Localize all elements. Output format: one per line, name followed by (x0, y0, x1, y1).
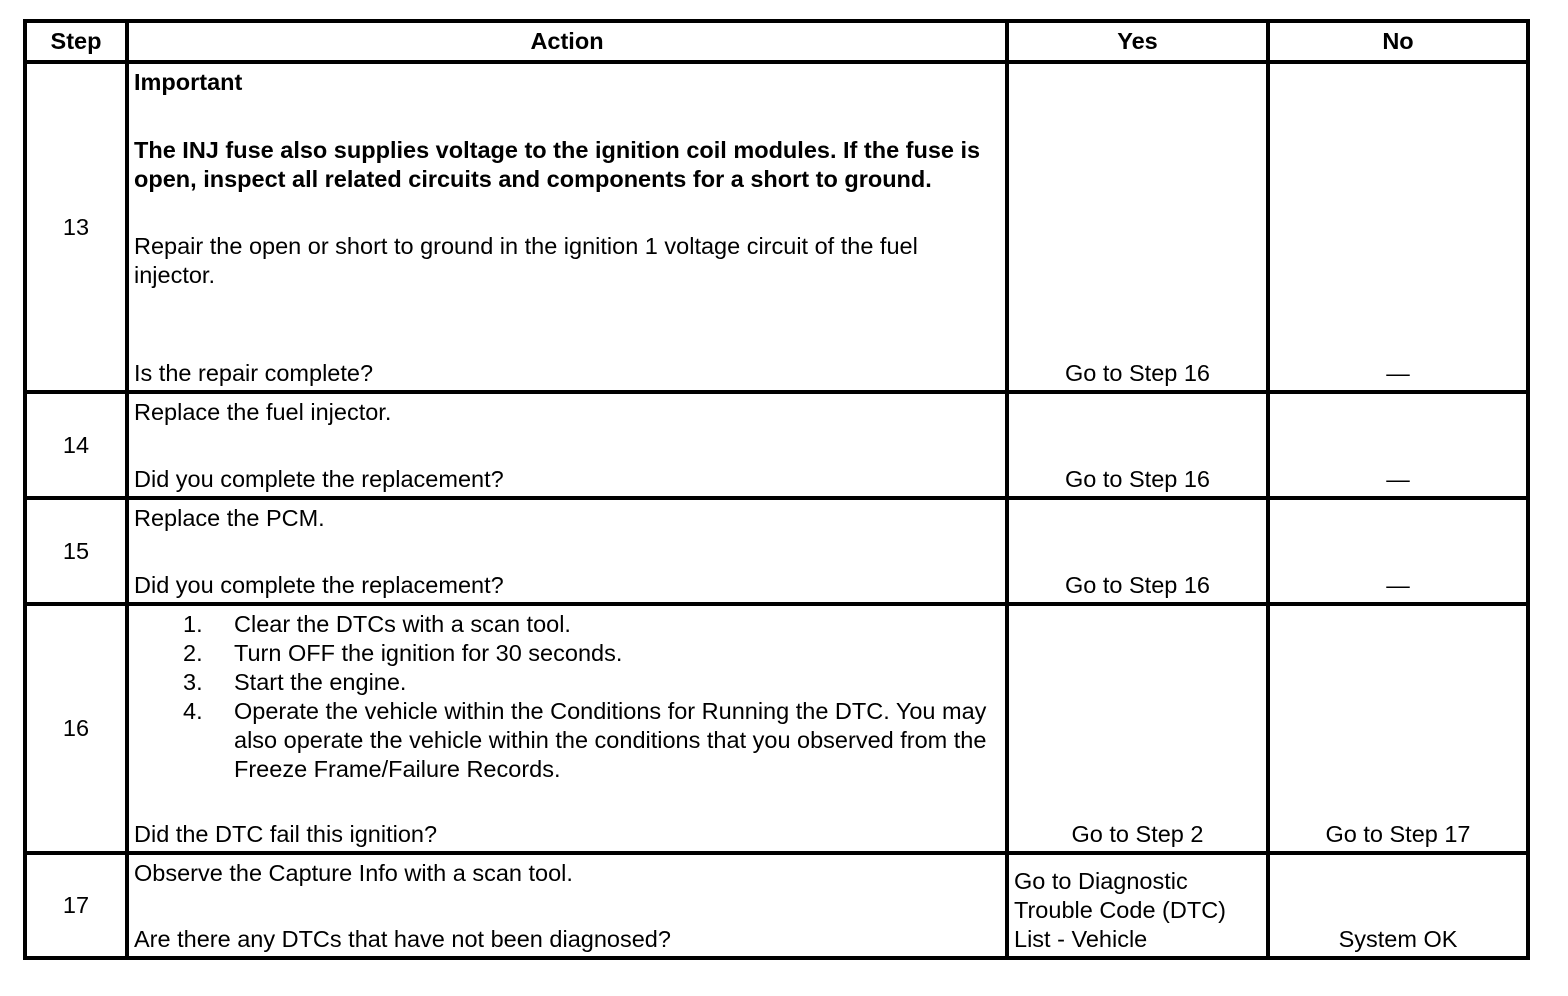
header-no: No (1268, 21, 1528, 62)
yes-result: Go to Step 16 (1007, 62, 1268, 392)
table-row (25, 604, 1528, 853)
no-result: Go to Step 17 (1268, 604, 1528, 853)
list-item: 1. Clear the DTCs with a scan tool. (183, 611, 571, 637)
yes-result: Go to Step 16 (1007, 392, 1268, 498)
header-row (25, 21, 1528, 62)
no-result: — (1268, 392, 1528, 498)
procedure-list (134, 610, 999, 784)
step-number: 16 (25, 604, 127, 853)
action-cell (127, 604, 1007, 853)
step-number: 14 (25, 392, 127, 498)
action-cell (127, 392, 1007, 498)
list-item: 2. Turn OFF the ignition for 30 seconds. (183, 640, 623, 666)
yes-result: Go to Step 16 (1007, 498, 1268, 604)
table-row (25, 498, 1528, 604)
no-result: — (1268, 62, 1528, 392)
diagnostic-table (23, 19, 1530, 960)
yes-result: Go to Step 2 (1007, 604, 1268, 853)
no-result: System OK (1268, 853, 1528, 958)
step-number: 13 (25, 62, 127, 392)
action-question: Did you complete the replacement? (134, 572, 504, 598)
action-question: Are there any DTCs that have not been diagnosed? (134, 926, 671, 952)
step-number: 15 (25, 498, 127, 604)
action-question: Did the DTC fail this ignition? (134, 821, 438, 847)
action-cell (127, 62, 1007, 392)
table-row (25, 392, 1528, 498)
no-result: — (1268, 498, 1528, 604)
list-item: 3. Start the engine. (183, 669, 407, 695)
action-question: Did you complete the replacement? (134, 466, 504, 492)
action-instruction: Repair the open or short to ground in the ignition 1 voltage circuit of the fuel injector. (134, 233, 918, 288)
action-cell (127, 853, 1007, 958)
action-cell (127, 498, 1007, 604)
action-instruction: Replace the PCM. (134, 505, 325, 531)
header-action: Action (127, 21, 1007, 62)
important-heading: Important (134, 69, 243, 95)
action-instruction: Observe the Capture Info with a scan tool. (134, 860, 573, 886)
important-text: The INJ fuse also supplies voltage to the ignition coil modules. If the fuse is open, inspect all related circuits and components for a short to ground. (134, 137, 981, 192)
step-number: 17 (25, 853, 127, 958)
header-yes: Yes (1007, 21, 1268, 62)
action-instruction: Replace the fuel injector. (134, 399, 392, 425)
yes-result: Go to Diagnostic Trouble Code (DTC) List - Vehicle (1007, 853, 1268, 958)
action-question: Is the repair complete? (134, 360, 374, 386)
list-item: 4. Operate the vehicle within the Conditions for Running the DTC. You may also operate the vehicle within the conditions that you observed from the Freeze Frame/Failure Records. (183, 698, 987, 782)
header-step: Step (25, 21, 127, 62)
table-row (25, 853, 1528, 958)
table-row (25, 62, 1528, 392)
